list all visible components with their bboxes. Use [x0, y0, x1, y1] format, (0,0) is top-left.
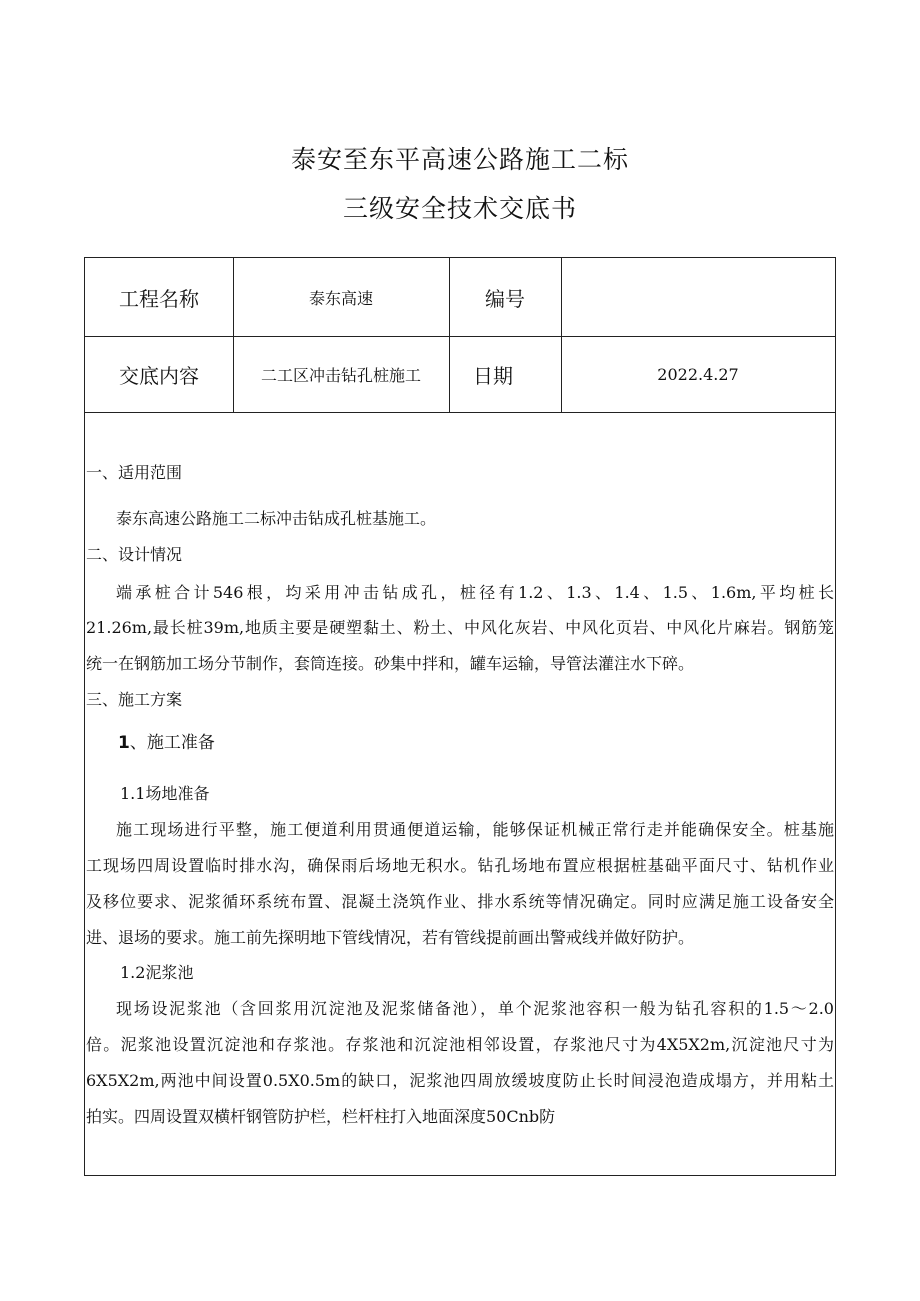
- paragraph-line: 21.26m,最长桩39m,地质主要是硬塑黏土、粉土、中风化灰岩、中风化页岩、中风化片麻岩。钢筋笼: [86, 618, 834, 637]
- subsection-heading: 1.2泥浆池: [120, 963, 194, 982]
- date-label: 日期: [473, 363, 513, 388]
- paragraph-line: 端承桩合计546根，均采用冲击钻成孔，桩径有1.2、1.3、1.4、1.5、1.6m,平均桩长: [116, 583, 834, 602]
- paragraph-line: 统一在钢筋加工场分节制作，套筒连接。砂集中拌和，罐车运输，导管法灌注水下碎。: [86, 654, 695, 673]
- content-label: 交底内容: [119, 363, 199, 388]
- paragraph-line: 进、退场的要求。施工前先探明地下管线情况，若有管线提前画出警戒线并做好防护。: [86, 928, 695, 947]
- subsection-heading: 1.1场地准备: [120, 784, 210, 803]
- paragraph-line: 倍。泥浆池设置沉淀池和存浆池。存浆池和沉淀池相邻设置，存浆池尺寸为4X5X2m,沉淀池尺寸为: [86, 1035, 834, 1054]
- paragraph-line: 泰东高速公路施工二标冲击钻成孔桩基施工。: [116, 509, 437, 528]
- paragraph-line: 6X5X2m,两池中间设置0.5X0.5m的缺口，泥浆池四周放缓坡度防止长时间浸泡造成塌方，并用粘土: [86, 1071, 834, 1090]
- section-heading: 二、设计情况: [86, 545, 183, 564]
- paragraph-line: 施工现场进行平整，施工便道利用贯通便道运输，能够保证机械正常行走并能确保安全。桩基施: [116, 820, 834, 839]
- subsection-heading: [86, 733, 834, 753]
- info-table: [84, 257, 836, 413]
- paragraph-line: 现场设泥浆池（含回浆用沉淀池及泥浆储备池），单个泥浆池容积一般为钻孔容积的1.5～2.0: [116, 999, 834, 1018]
- project-name-value: 泰东高速: [308, 288, 373, 308]
- document-title: 泰安至东平高速公路施工二标: [290, 145, 629, 174]
- date-value: 2022.4.27: [657, 364, 739, 384]
- section-heading: 三、施工方案: [86, 690, 183, 709]
- section-heading: 一、适用范围: [86, 463, 183, 482]
- subsection-number: 1: [118, 733, 130, 753]
- number-value: [561, 258, 835, 336]
- paragraph-line: 及移位要求、泥浆循环系统布置、混凝土浇筑作业、排水系统等情况确定。同时应满足施工设备安全: [86, 892, 834, 911]
- document-subtitle: 三级安全技术交底书: [342, 194, 577, 223]
- content-value: 二工区冲击钻孔桩施工: [260, 365, 421, 385]
- project-name-label: 工程名称: [119, 286, 199, 311]
- paragraph-line: 拍实。四周设置双横杆钢管防护栏，栏杆柱打入地面深度50Cnb防: [86, 1107, 556, 1126]
- number-label: 编号: [485, 286, 525, 311]
- paragraph-line: 工现场四周设置临时排水沟，确保雨后场地无积水。钻孔场地布置应根据桩基础平面尺寸、钻机作业: [86, 856, 834, 875]
- subsection-title: 、施工准备: [129, 733, 215, 753]
